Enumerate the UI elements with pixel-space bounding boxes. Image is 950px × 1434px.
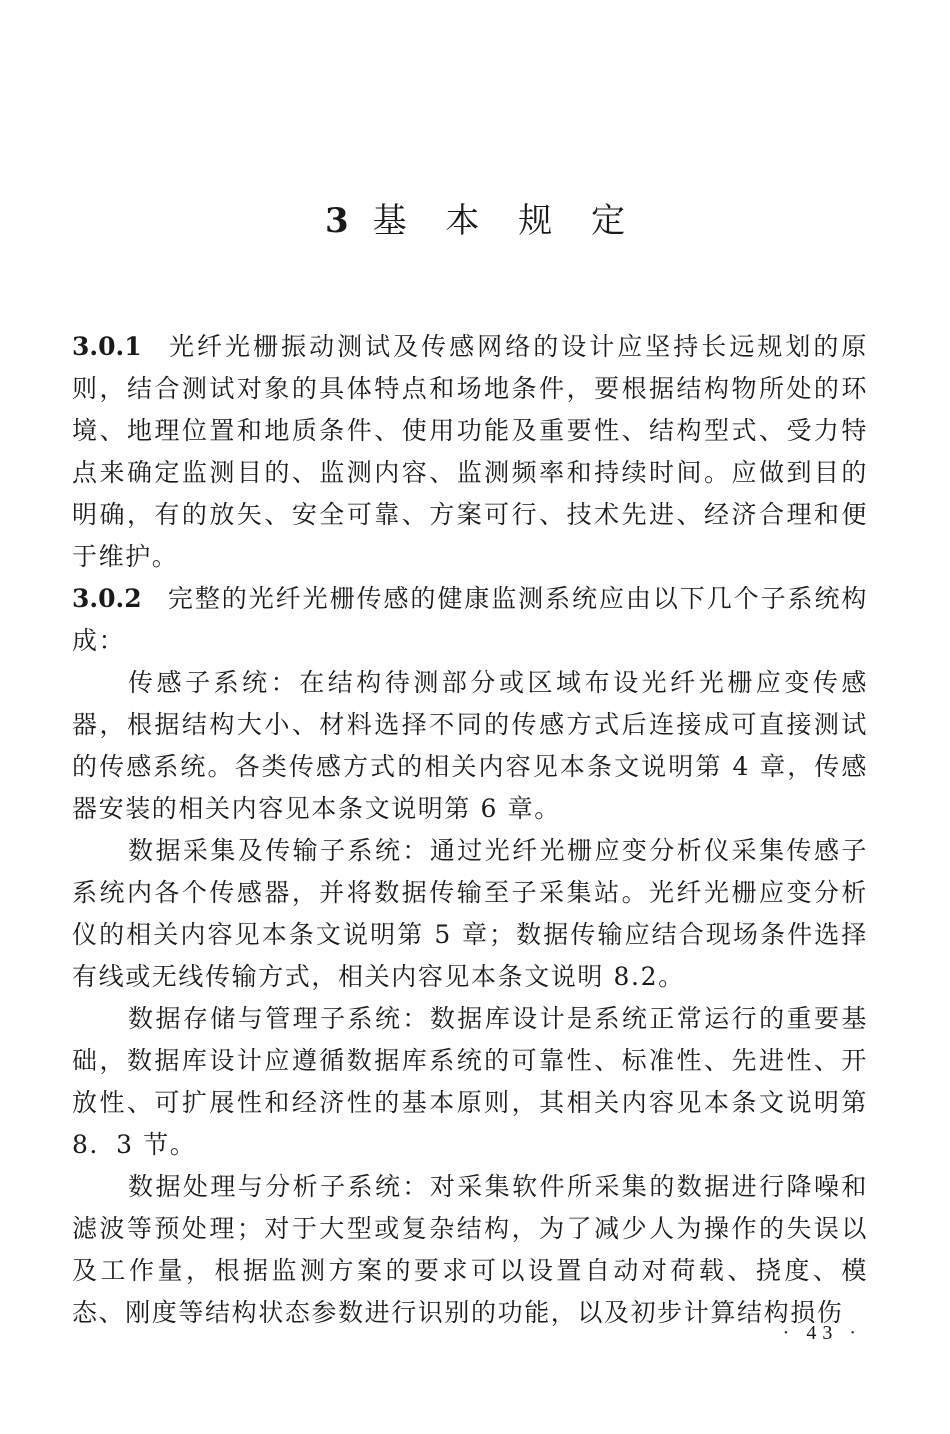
paragraph-processing-subsystem: 数据处理与分析子系统：对采集软件所采集的数据进行降噪和滤波等预处理；对于大型或复杂结构，为了减少人为操作的失误以及工作量，根据监测方案的要求可以设置自动对荷载、挠度、模态、刚度等结构状态参数进行识别的功能，以及初步计算结构损伤 [72, 1172, 868, 1327]
chapter-number: 3 [324, 201, 363, 241]
clause-text: 完整的光纤光栅传感的健康监测系统应由以下几个子系统构成： [72, 584, 868, 655]
chapter-title [0, 196, 950, 246]
clause-3-0-1 [72, 326, 868, 578]
clause-text: 光纤光栅振动测试及传感网络的设计应坚持长远规划的原则，结合测试对象的具体特点和场地条件，要根据结构物所处的环境、地理位置和地质条件、使用功能及重要性、结构型式、受力特点来确定监测目的、监测内容、监测频率和持续时间。应做到目的明确，有的放矢、安全可靠、方案可行、技术先进、经济合理和便于维护。 [72, 332, 868, 571]
clause-number: 3.0.1 [72, 332, 142, 361]
paragraph-acquisition-subsystem: 数据采集及传输子系统：通过光纤光栅应变分析仪采集传感子系统内各个传感器，并将数据传输至子采集站。光纤光栅应变分析仪的相关内容见本条文说明第 5 章；数据传输应结合现场条件选择有线或无线传输方式，相关内容见本条文说明 8.2。 [72, 836, 868, 991]
body-text [72, 326, 868, 1334]
paragraph-sensing-subsystem: 传感子系统：在结构待测部分或区域布设光纤光栅应变传感器，根据结构大小、材料选择不同的传感方式后连接成可直接测试的传感系统。各类传感方式的相关内容见本条文说明第 4 章，传感器安装的相关内容见本条文说明第 6 章。 [72, 668, 868, 823]
paragraph-storage-subsystem: 数据存储与管理子系统：数据库设计是系统正常运行的重要基础，数据库设计应遵循数据库系统的可靠性、标准性、先进性、开放性、可扩展性和经济性的基本原则，其相关内容见本条文说明第 8．3 节。 [72, 1004, 868, 1159]
clause-number: 3.0.2 [72, 584, 142, 613]
chapter-title-text: 基 本 规 定 [372, 201, 640, 241]
page-number: · 43 · [782, 1322, 862, 1344]
clause-3-0-2 [72, 578, 868, 662]
